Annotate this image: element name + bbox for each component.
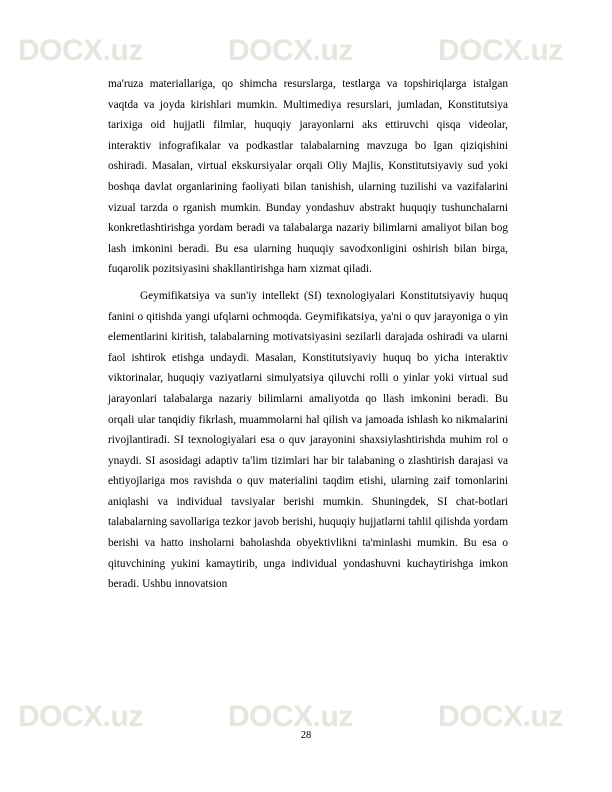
paragraph-2: Geymifikatsiya va sun'iy intellekt (SI) texnologiyalari Konstitutsiyaviy huquq fanini o qitishda yangi ufqlarni ochmoqda. Geymifikatsiya, ya'ni o quv jarayoniga o yin elementlarini kiritish, talabalarning motivatsiyasini sezilarli darajada oshiradi va ularni faol ishtirok etishga undaydi. Masalan, Konstitutsiyaviy huquq bo yicha interaktiv viktorinalar, huquqiy vaziyatlarni simulyatsiya qiluvchi rolli o yinlar yoki virtual sud jarayonlari talabalarga nazariy bilimlarni amaliyotda qo llash imkonini beradi. Bu orqali ular tanqidiy fikrlash, muammolarni hal qilish va jamoada ishlash ko nikmalarini rivojlantiradi. SI texnologiyalari esa o quv jarayonini shaxsiylashtirishda muhim rol o ynaydi. SI asosidagi adaptiv ta'lim tizimlari har bir talabaning o zlashtirish darajasi va ehtiyojlariga mos ravishda o quv materialini taqdim etishi, ularning zaif tomonlarini aniqlashi va individual tavsiyalar berishi mumkin. Shuningdek, SI chat-botlari talabalarning savollariga tezkor javob berishi, huquqiy hujjatlarni tahlil qilishda yordam berishi va hatto insholarni baholashda obyektivlikni ta'minlashi mumkin. Bu esa o qituvchining yukini kamaytirib, unga individual yondashuvni kuchaytirishga imkon beradi. Ushbu innovatsion xyxy=(108,289,508,591)
watermark-top-right: DOCX.uz xyxy=(438,34,563,67)
watermark-top-left: DOCX.uz xyxy=(18,34,143,67)
watermark-bottom-center: DOCX.uz xyxy=(228,700,353,733)
paragraph-1: ma'ruza materiallariga, qo shimcha resurslarga, testlarga va topshiriqlarga istalgan vaqtda va joyda kirishlari mumkin. Multimediya resurslari, jumladan, Konstitutsiya tarixiga oid hujjatli filmlar, huquqiy jarayonlarni aks ettiruvchi qisqa videolar, interaktiv infografikalar va podkastlar talabalarning mavzuga bo lgan qiziqishini oshiradi. Masalan, virtual ekskursiyalar orqali Oliy Majlis, Konstitutsiyaviy sud yoki boshqa davlat organlarining faoliyati bilan tanishish, ularning tuzilishi va vazifalarini vizual tarzda o rganish mumkin. Bunday yondashuv abstrakt huquqiy tushunchalarni konkretlashtirishga yordam beradi va talabalarga nazariy bilimlarni amaliyot bilan bog lash imkonini beradi. Bu esa ularning huquqiy savodxonligini oshirish bilan birga, fuqarolik pozitsiyasini shakllantirishga ham xizmat qiladi. xyxy=(108,78,508,276)
page-number: 28 xyxy=(300,730,312,741)
watermark-bottom-right: DOCX.uz xyxy=(438,700,563,733)
watermark-bottom-left: DOCX.uz xyxy=(18,700,143,733)
document-body xyxy=(108,74,508,595)
watermark-top-center: DOCX.uz xyxy=(228,34,353,67)
